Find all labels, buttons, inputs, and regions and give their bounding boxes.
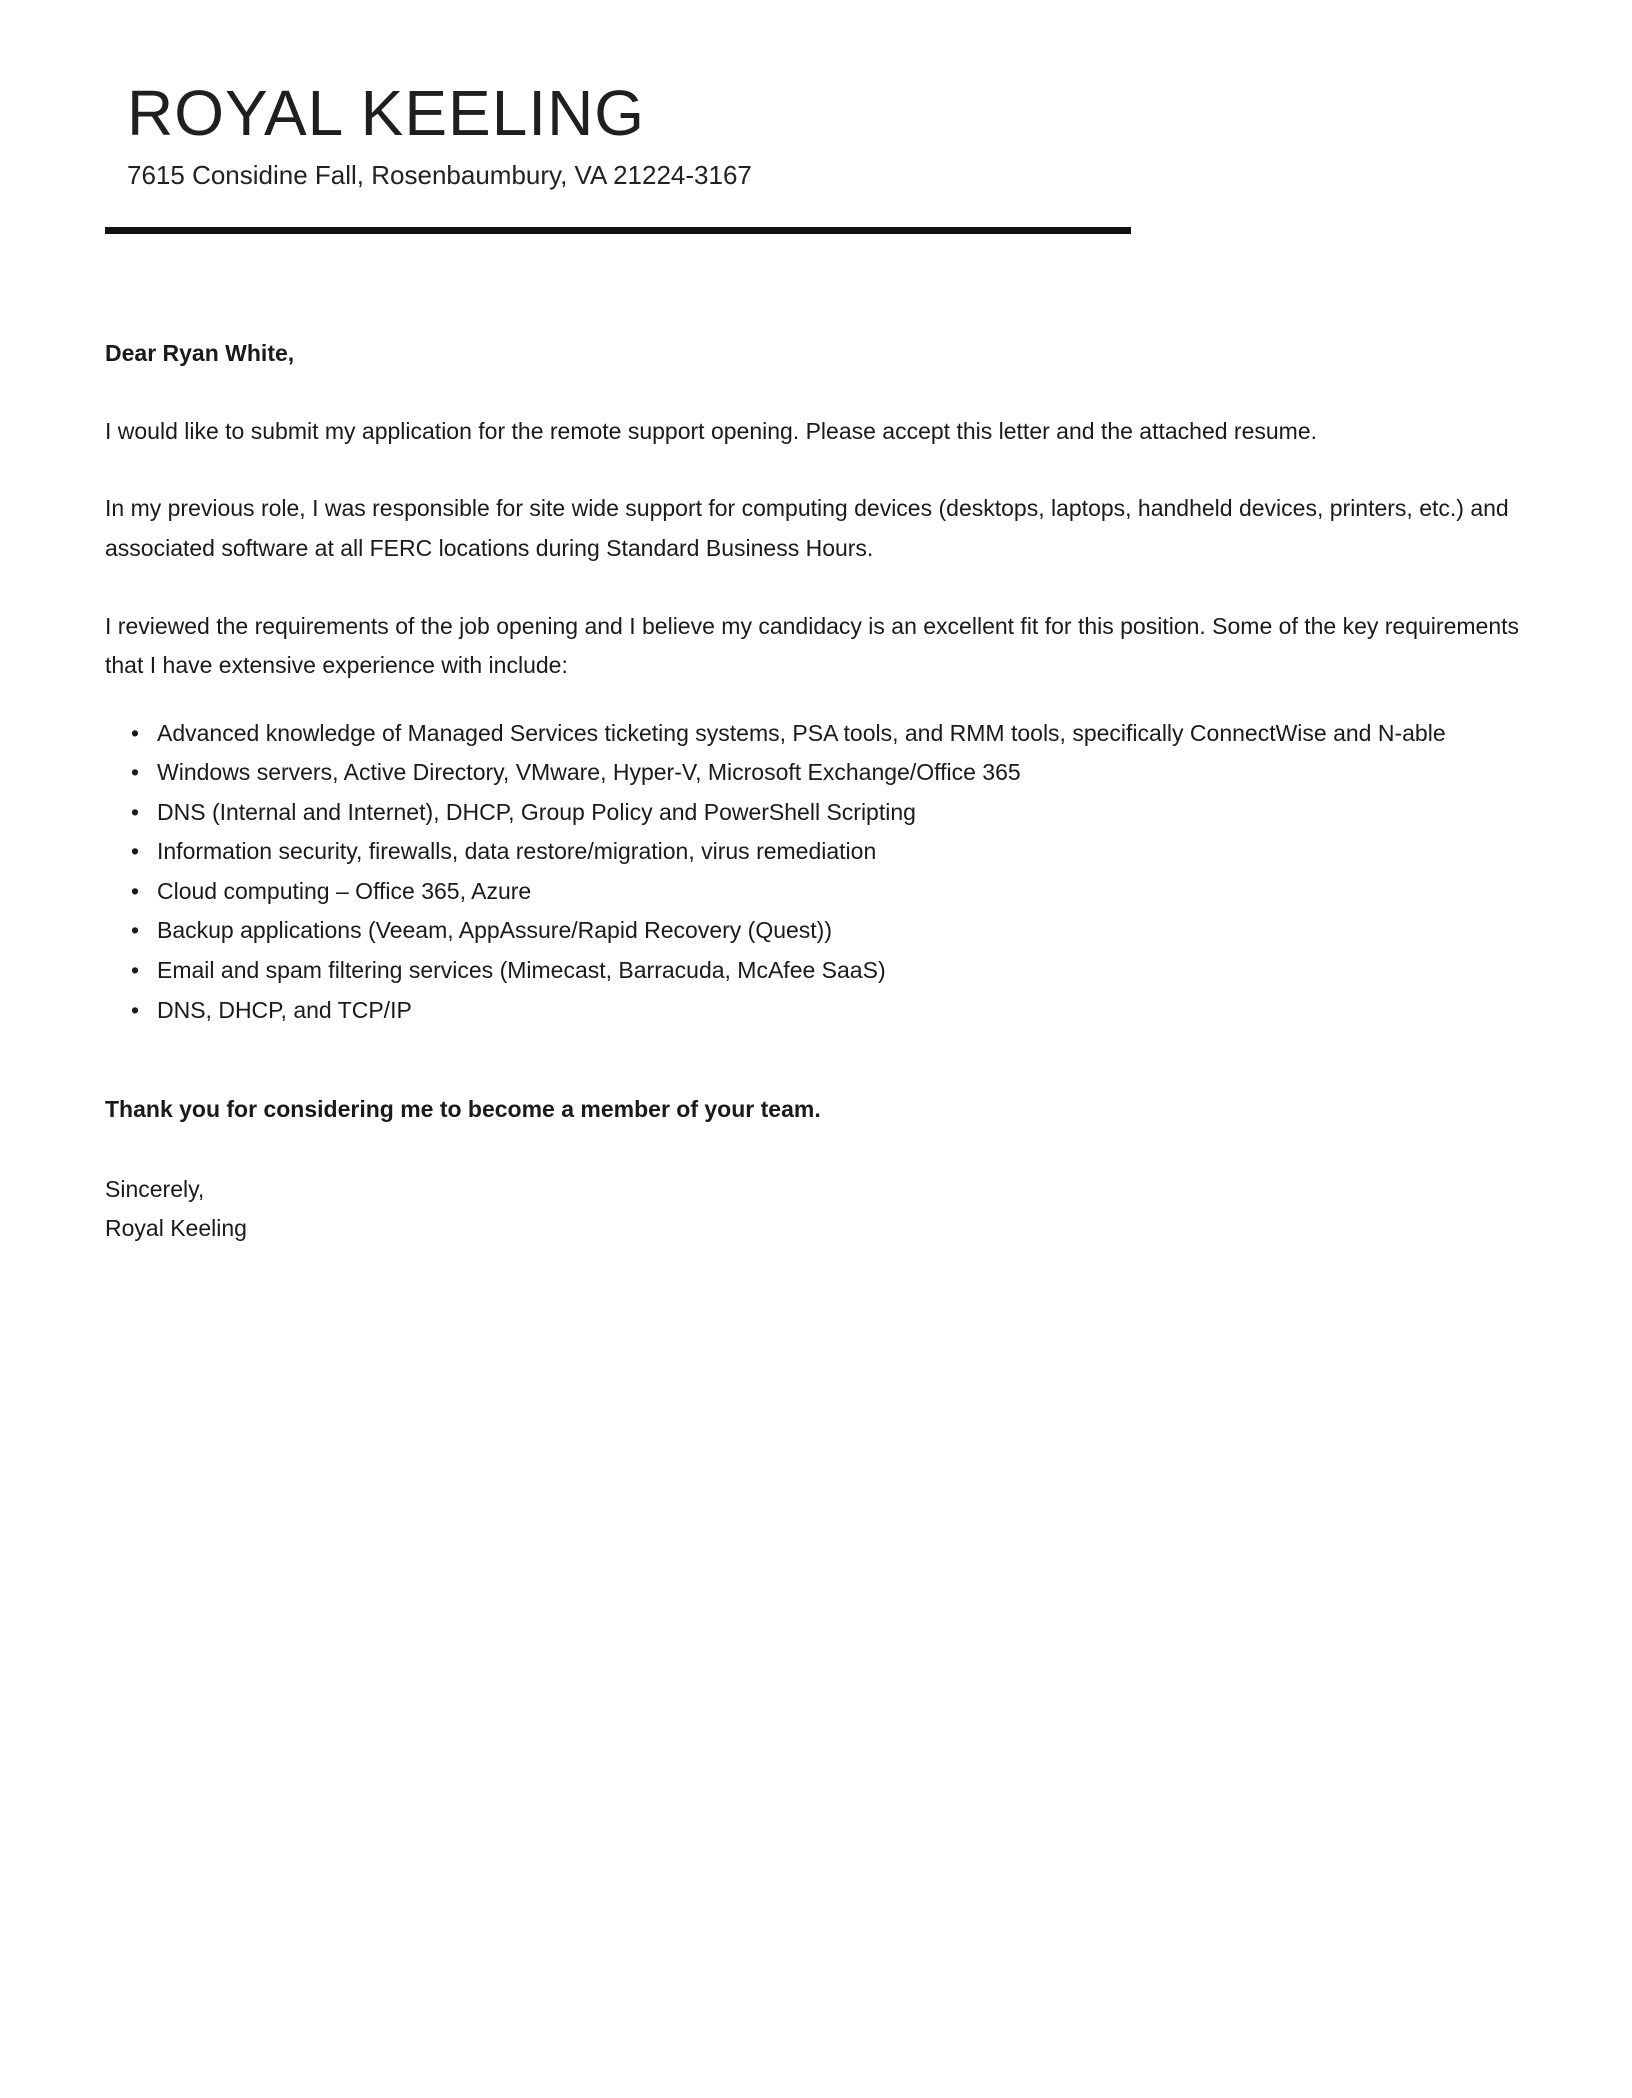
list-item: • Windows servers, Active Directory, VMware, Hyper-V, Microsoft Exchange/Office 365 <box>157 753 1527 793</box>
letterhead <box>105 78 1527 191</box>
signoff-name: Royal Keeling <box>105 1215 247 1242</box>
list-item: • Cloud computing – Office 365, Azure <box>157 872 1527 912</box>
letter-body <box>105 334 1527 1248</box>
signoff-salutation: Sincerely, <box>105 1175 205 1202</box>
list-item: • Email and spam filtering services (Mimecast, Barracuda, McAfee SaaS) <box>157 951 1527 991</box>
closing-thanks: Thank you for considering me to become a member of your team. <box>105 1096 821 1123</box>
divider-rule <box>105 227 1131 234</box>
requirements-list <box>105 714 1527 1030</box>
paragraph-requirements-intro: I reviewed the requirements of the job opening and I believe my candidacy is an excellent fit for this position. Some of the key requirements that I have extensive experience with include: <box>105 612 1519 679</box>
salutation: Dear Ryan White, <box>105 340 295 367</box>
list-item: • Backup applications (Veeam, AppAssure/Rapid Recovery (Quest)) <box>157 911 1527 951</box>
list-item: • Advanced knowledge of Managed Services ticketing systems, PSA tools, and RMM tools, specifically ConnectWise and N-able <box>157 714 1527 754</box>
list-item: • Information security, firewalls, data restore/migration, virus remediation <box>157 832 1527 872</box>
list-item: • DNS, DHCP, and TCP/IP <box>157 991 1527 1031</box>
list-item: • DNS (Internal and Internet), DHCP, Group Policy and PowerShell Scripting <box>157 793 1527 833</box>
paragraph-intro: I would like to submit my application for the remote support opening. Please accept this letter and the attached resume. <box>105 417 1318 444</box>
letterhead-address: 7615 Considine Fall, Rosenbaumbury, VA 21224-3167 <box>127 160 752 191</box>
paragraph-previous-role: In my previous role, I was responsible for site wide support for computing devices (desktops, laptops, handheld devices, printers, etc.) and associated software at all FERC locations during Standard Business Hours. <box>105 495 1509 562</box>
signoff <box>105 1170 1527 1249</box>
letterhead-name: ROYAL KEELING <box>127 77 646 149</box>
